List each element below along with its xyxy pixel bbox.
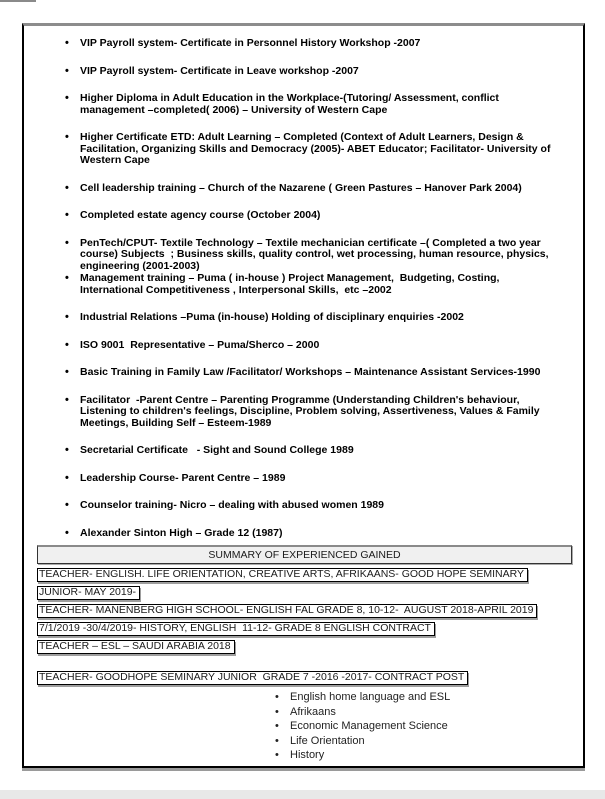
certification-item: • Leadership Course- Parent Centre – 1989 (64, 473, 559, 485)
experience-entry-text: TEACHER- ENGLISH. LIFE ORIENTATION, CREATIVE ARTS, AFRIKAANS- GOOD HOPE SEMINARY (37, 568, 528, 582)
experience-entry (37, 636, 572, 654)
subject-item: • History (273, 748, 572, 763)
summary-header: SUMMARY OF EXPERIENCED GAINED (37, 545, 572, 564)
certification-item: • Alexander Sinton High – Grade 12 (1987) (64, 528, 559, 540)
experience-entry-text: 7/1/2019 -30/4/2019- HISTORY, ENGLISH 11-12- GRADE 8 ENGLISH CONTRACT (37, 622, 435, 636)
certification-item: • Industrial Relations –Puma (in-house) Holding of disciplinary enquiries -2002 (64, 312, 559, 324)
subject-item: • Life Orientation (273, 734, 572, 749)
certification-item: • Cell leadership training – Church of the Nazarene ( Green Pastures – Hanover Park 2004) (64, 183, 559, 195)
certification-item: • Higher Diploma in Adult Education in the Workplace-(Tutoring/ Assessment, conflict management –completed( 2006) – University of Western Cape (64, 93, 559, 116)
certification-item: • Management training – Puma ( in-house ) Project Management, Budgeting, Costing, International Competitiveness , Interpersonal Skills, etc –2002 (64, 273, 559, 296)
certification-item: • VIP Payroll system- Certificate in Personnel History Workshop -2007 (64, 38, 559, 50)
certification-item: • Higher Certificate ETD: Adult Learning – Completed (Context of Adult Learners, Design & Facilitation, Organizing Skills and Democracy (2005)- ABET Educator; Facilitator- University of Western Cape (64, 132, 559, 167)
subject-item: • English home language and ESL (273, 690, 572, 705)
top-edge-artifact (0, 0, 36, 2)
certification-item: • Basic Training in Family Law /Facilitator/ Workshops – Maintenance Assistant Services-1990 (64, 367, 559, 379)
experience-entry-text: TEACHER- MANENBERG HIGH SCHOOL- ENGLISH FAL GRADE 8, 10-12- AUGUST 2018-APRIL 2019 (37, 604, 537, 618)
experience-entry (37, 618, 572, 636)
subjects-list (273, 690, 572, 763)
subject-item: • Afrikaans (273, 705, 572, 720)
certification-item: • Completed estate agency course (October 2004) (64, 210, 559, 222)
subject-item: • Economic Management Science (273, 719, 572, 734)
experience-entry (37, 667, 572, 685)
experience-entry (37, 600, 572, 618)
summary-section (37, 545, 572, 763)
experience-entry (37, 564, 572, 582)
experience-entry-text: TEACHER – ESL – SAUDI ARABIA 2018 (37, 640, 235, 654)
certification-item: • PenTech/CPUT- Textile Technology – Textile mechanician certificate –( Completed a two year course) Subjects ; Business skills, quality control, wet processing, human resource, physics, engineering (2001-2003) (64, 238, 559, 273)
experience-entry-text: JUNIOR- MAY 2019- (37, 586, 140, 600)
certification-item: • ISO 9001 Representative – Puma/Sherco – 2000 (64, 340, 559, 352)
experience-entries (37, 564, 572, 685)
certification-item: • Facilitator -Parent Centre – Parenting Programme (Understanding Children's behaviour, Listening to children's feelings, Discipline, Problem solving, Assertiveness, Values & Family Meetings, Building Self – Esteem-1989 (64, 395, 559, 430)
certification-item: • Secretarial Certificate - Sight and Sound College 1989 (64, 445, 559, 457)
experience-entry (37, 582, 572, 600)
page-gap-band (0, 790, 605, 799)
certifications-list (64, 38, 559, 539)
document-page (22, 23, 585, 768)
certification-item: • VIP Payroll system- Certificate in Leave workshop -2007 (64, 66, 559, 78)
experience-entry-text: TEACHER- GOODHOPE SEMINARY JUNIOR GRADE 7 -2016 -2017- CONTRACT POST (37, 671, 468, 685)
certification-item: • Counselor training- Nicro – dealing with abused women 1989 (64, 500, 559, 512)
